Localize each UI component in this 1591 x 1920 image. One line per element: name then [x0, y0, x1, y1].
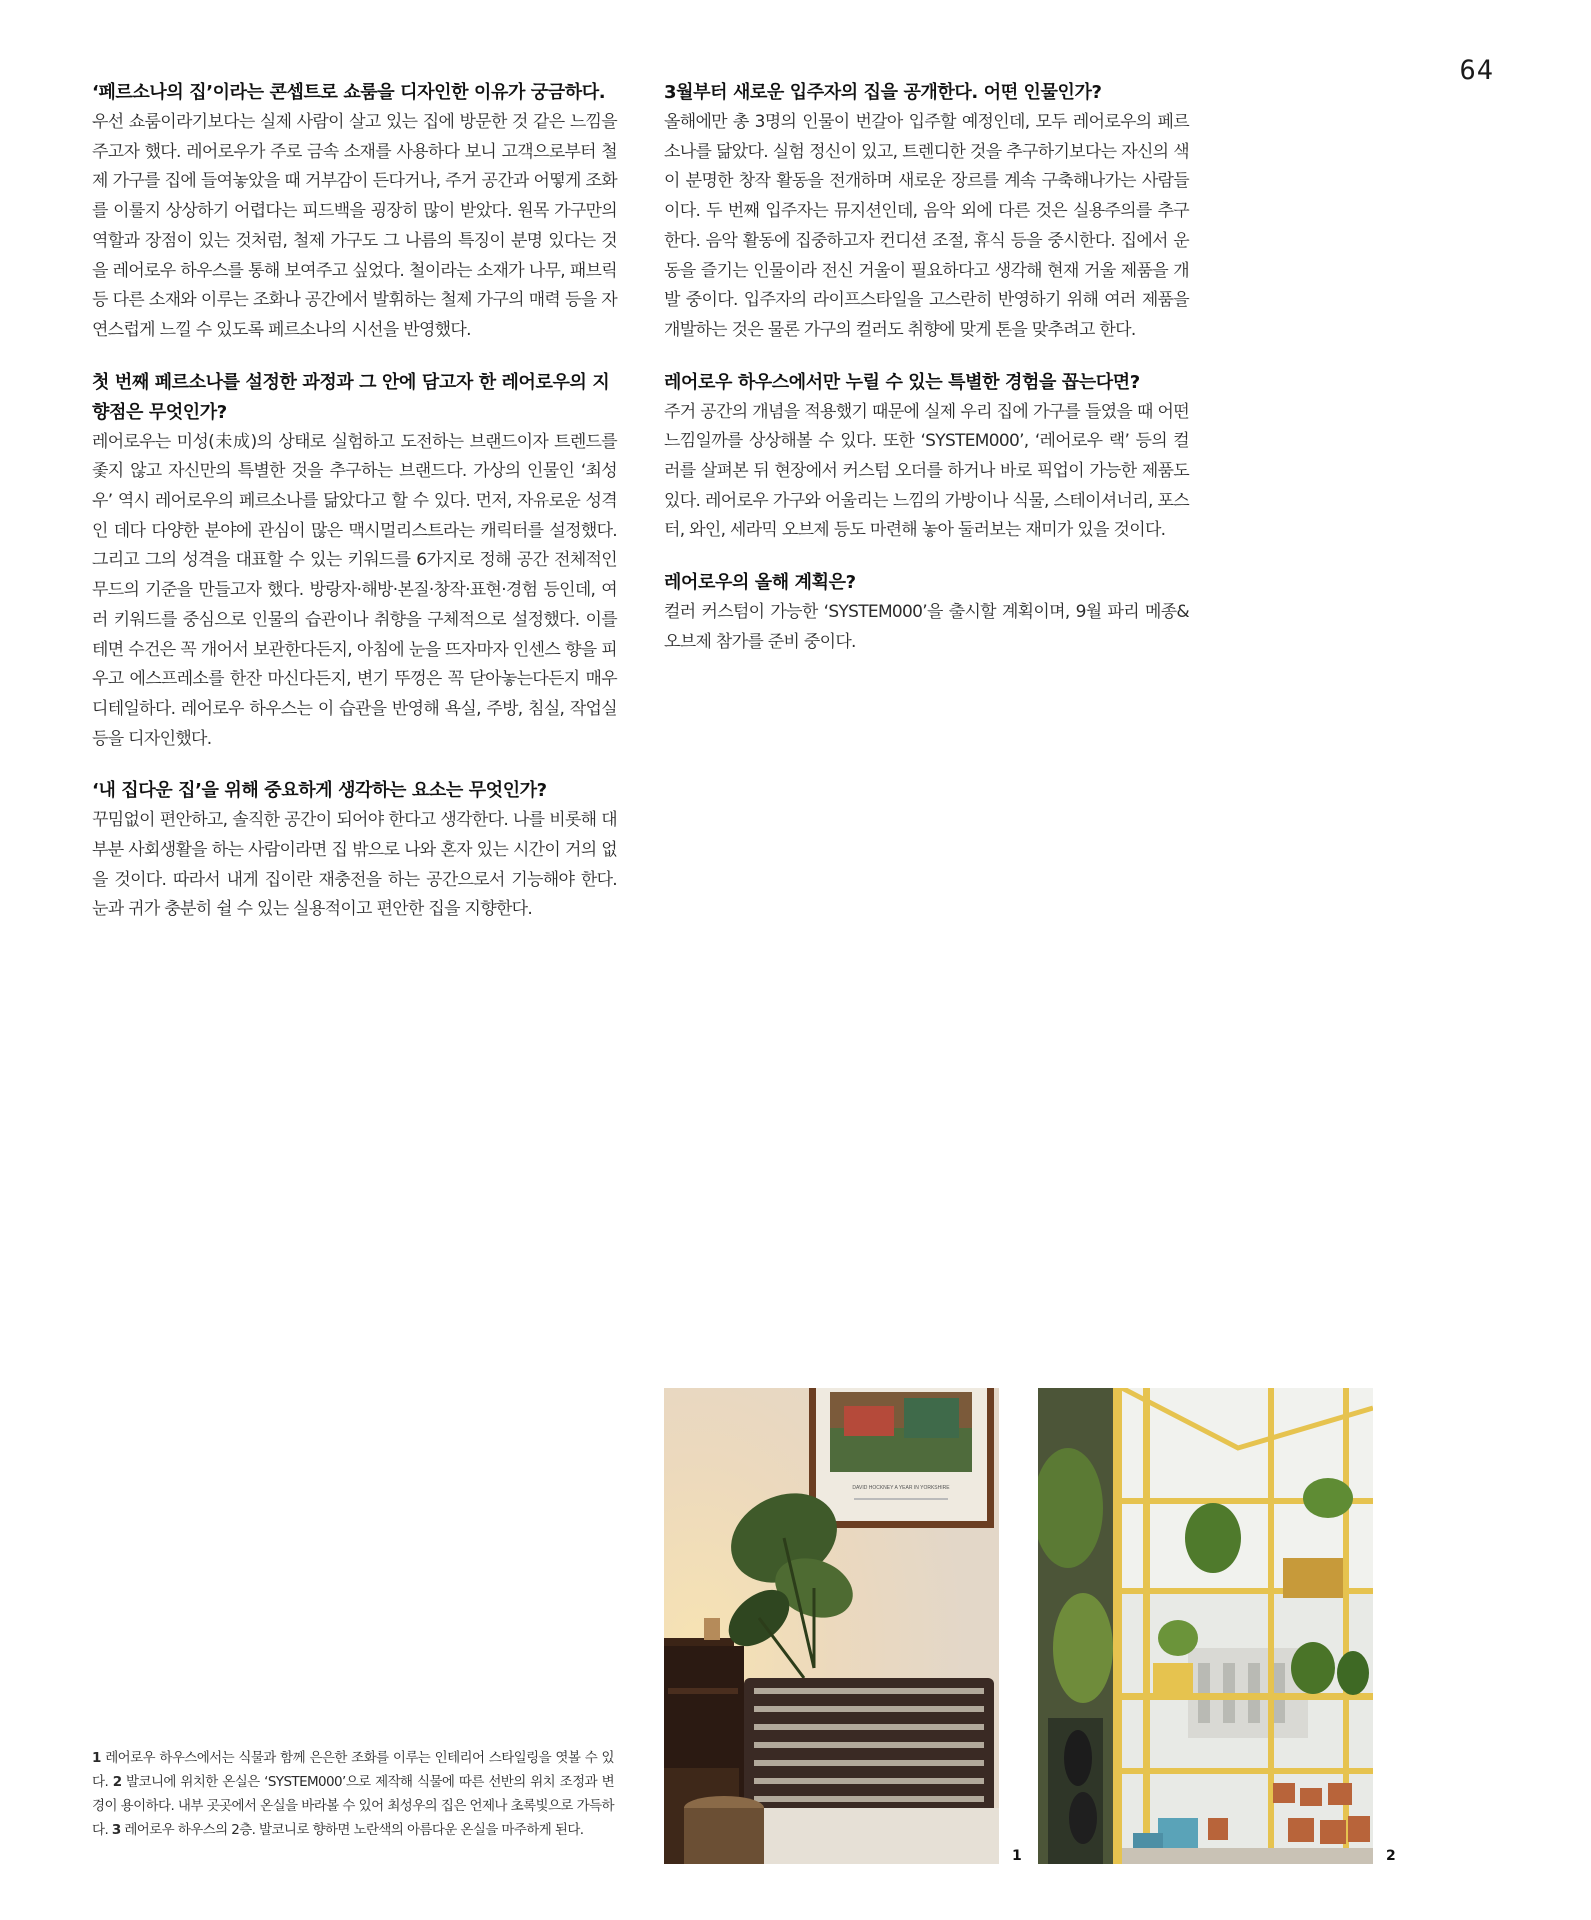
qa-block — [664, 368, 1189, 547]
interior-photo-illustration — [664, 1388, 999, 1864]
interview-answer: 주거 공간의 개념을 적용했기 때문에 실제 우리 집에 가구를 들였을 때 어떤 느낌일까를 상상해볼 수 있다. 또한 ‘SYSTEM000’, ‘레어로우 랙’ 등의 컬러를 살펴본 뒤 현장에서 커스텀 오더를 하거나 바로 픽업이 가능한 제품도 있다. 레어로우 가구와 어울리는 느낌의 가방이나 식물, 스테이셔너리, 포스터, 와인, 세라믹 오브제 등도 마련해 놓아 둘러보는 재미가 있을 것이다. — [664, 401, 1189, 541]
photo-caption — [92, 1746, 614, 1842]
interview-question: ‘페르소나의 집’이라는 콘셉트로 쇼룸을 디자인한 이유가 궁금하다. — [92, 82, 606, 103]
page-number: 64 — [1459, 55, 1494, 86]
greenhouse-photo — [1038, 1388, 1373, 1864]
left-column — [92, 78, 617, 947]
caption-number: 1 — [92, 1750, 101, 1766]
qa-block — [664, 568, 1189, 657]
interview-answer: 올해에만 총 3명의 인물이 번갈아 입주할 예정인데, 모두 레어로우의 페르소나를 닮았다. 실험 정신이 있고, 트렌디한 것을 추구하기보다는 자신의 색이 분명한 창작 활동을 전개하며 새로운 장르를 계속 구축해나가는 사람들이다. 두 번째 입주자는 뮤지션인데, 음악 외에 다른 것은 실용주의를 추구한다. 음악 활동에 집중하고자 컨디션 조절, 휴식 등을 중시한다. 집에서 운동을 즐기는 인물이라 전신 거울이 필요하다고 생각해 현재 거울 제품을 개발 중이다. 입주자의 라이프스타일을 고스란히 반영하기 위해 여러 제품을 개발하는 것은 물론 가구의 컬러도 취향에 맞게 톤을 맞추려고 한다. — [664, 112, 1189, 340]
photo-number: 1 — [1012, 1848, 1022, 1864]
interior-photo — [664, 1388, 999, 1864]
interview-answer: 레어로우는 미성(未成)의 상태로 실험하고 도전하는 브랜드이자 트렌드를 좇지 않고 자신만의 특별한 것을 추구하는 브랜드다. 가상의 인물인 ‘최성우’ 역시 레어로우의 페르소나를 닮았다고 할 수 있다. 먼저, 자유로운 성격인 데다 다양한 분야에 관심이 많은 맥시멀리스트라는 캐릭터를 설정했다. 그리고 그의 성격을 대표할 수 있는 키워드를 6가지로 정해 공간 전체적인 무드의 기준을 만들고자 했다. 방랑자·해방·본질·창작·표현·경험 등인데, 여러 키워드를 중심으로 인물의 습관이나 취향을 구체적으로 설정했다. 이를테면 수건은 꼭 개어서 보관한다든지, 아침에 눈을 뜨자마자 인센스 향을 피우고 에스프레소를 한잔 마신다든지, 변기 뚜껑은 꼭 닫아놓는다든지 매우 디테일하다. 레어로우 하우스는 이 습관을 반영해 욕실, 주방, 침실, 작업실 등을 디자인했다. — [92, 431, 617, 749]
interview-answer: 컬러 커스텀이 가능한 ‘SYSTEM000’을 출시할 계획이며, 9월 파리 메종&오브제 참가를 준비 중이다. — [664, 602, 1189, 652]
qa-block — [92, 368, 617, 755]
caption-text: 레어로우 하우스의 2층. 발코니로 향하면 노란색의 아름다운 온실을 마주하게 된다. — [120, 1822, 584, 1838]
interview-question: 레어로우의 올해 계획은? — [664, 572, 856, 594]
interview-answer: 꾸밈없이 편안하고, 솔직한 공간이 되어야 한다고 생각한다. 나를 비롯해 대부분 사회생활을 하는 사람이라면 집 밖으로 나와 혼자 있는 시간이 거의 없을 것이다. 따라서 내게 집이란 재충전을 하는 공간으로서 기능해야 한다. 눈과 귀가 충분히 쉴 수 있는 실용적이고 편안한 집을 지향한다. — [92, 810, 617, 920]
qa-block — [664, 78, 1189, 346]
poster-text: DAVID HOCKNEY A YEAR IN YORKSHIRE — [852, 1485, 950, 1491]
interview-question: 3월부터 새로운 입주자의 집을 공개한다. 어떤 인물인가? — [664, 82, 1102, 103]
qa-block — [92, 776, 617, 925]
right-column — [664, 78, 1189, 680]
greenhouse-photo-illustration — [1038, 1388, 1373, 1864]
caption-text: 발코니에 위치한 온실은 ‘SYSTEM000’으로 제작해 식물에 따른 선반의 위치 조정과 변경이 용이하다. 내부 곳곳에서 온실을 바라볼 수 있어 최성우의 집은 언제나 초록빛으로 가득하다. — [92, 1774, 615, 1838]
interview-question: ‘내 집다운 집’을 위해 중요하게 생각하는 요소는 무엇인가? — [92, 780, 547, 802]
caption-number: 2 — [112, 1774, 122, 1790]
interview-question: 첫 번째 페르소나를 설정한 과정과 그 안에 담고자 한 레어로우의 지향점은 무엇인가? — [92, 371, 610, 423]
interview-question: 레어로우 하우스에서만 누릴 수 있는 특별한 경험을 꼽는다면? — [664, 371, 1140, 393]
interview-answer: 우선 쇼룸이라기보다는 실제 사람이 살고 있는 집에 방문한 것 같은 느낌을 주고자 했다. 레어로우가 주로 금속 소재를 사용하다 보니 고객으로부터 철제 가구를 집에 들여놓았을 때 거부감이 든다거나, 주거 공간과 어떻게 조화를 이룰지 상상하기 어렵다는 피드백을 굉장히 많이 받았다. 원목 가구만의 역할과 장점이 있는 것처럼, 철제 가구도 그 나름의 특징이 분명 있다는 것을 레어로우 하우스를 통해 보여주고 싶었다. 철이라는 소재가 나무, 패브릭 등 다른 소재와 이루는 조화나 공간에서 발휘하는 철제 가구의 매력 등을 자연스럽게 느낄 수 있도록 페르소나의 시선을 반영했다. — [92, 112, 617, 340]
caption-number: 3 — [111, 1822, 121, 1838]
caption-text: 레어로우 하우스에서는 식물과 함께 은은한 조화를 이루는 인테리어 스타일링을 엿볼 수 있다. — [92, 1750, 614, 1790]
photo-number: 2 — [1386, 1848, 1396, 1864]
qa-block — [92, 78, 617, 346]
